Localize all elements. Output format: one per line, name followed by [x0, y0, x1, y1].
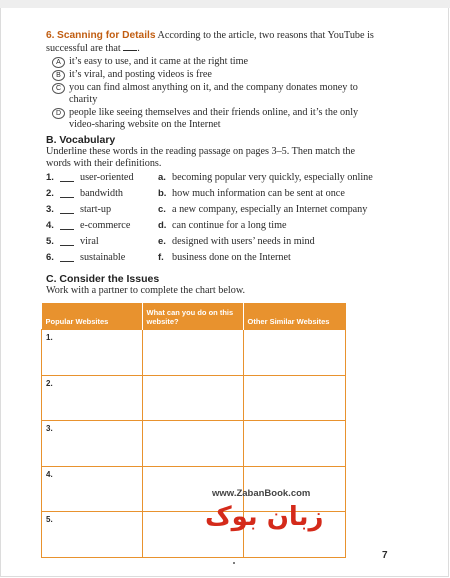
question-6: 6. Scanning for Details According to the article, two reasons that YouTube is successful are that .: [46, 30, 374, 54]
q6-stem-line1: According to the article, two reasons that YouTube is: [157, 30, 374, 41]
option-letter-d: D: [52, 108, 65, 119]
watermark-logo: زبان بوک: [205, 502, 324, 532]
q6-options: [52, 56, 382, 132]
definition-letter: a.: [158, 172, 166, 183]
vocab-number: 6.: [46, 252, 54, 263]
vocab-answer-line[interactable]: [60, 236, 74, 246]
row-number-cell[interactable]: 5.: [42, 512, 143, 558]
vocab-word: bandwidth: [80, 188, 124, 199]
vocab-row: [46, 220, 376, 236]
answer-blank: [123, 42, 137, 51]
vocab-word: start-up: [80, 204, 112, 215]
row-number-cell[interactable]: 1.: [42, 330, 143, 376]
definition-text: designed with users’ needs in mind: [172, 236, 315, 247]
blank-cell[interactable]: [142, 421, 243, 467]
table-row: [42, 375, 346, 421]
vocab-answer-line[interactable]: [60, 172, 74, 182]
vocab-answer-line[interactable]: [60, 252, 74, 262]
top-strip: [0, 0, 450, 8]
option-d[interactable]: [52, 107, 382, 131]
blank-cell[interactable]: [243, 330, 346, 376]
vocabulary-heading: B. Vocabulary: [46, 134, 116, 146]
table-row: [42, 421, 346, 467]
table-row: [42, 330, 346, 376]
vocab-number: 4.: [46, 220, 54, 231]
blank-cell[interactable]: [243, 375, 346, 421]
option-text-d: people like seeing themselves and their friends online, and it’s the only video-sharing website on the Internet: [69, 107, 359, 130]
page-number: 7: [382, 550, 388, 561]
vocab-number: 2.: [46, 188, 54, 199]
vocab-row: [46, 236, 376, 252]
vocab-word: user-oriented: [80, 172, 134, 183]
option-b[interactable]: [52, 69, 382, 81]
vocab-answer-line[interactable]: [60, 204, 74, 214]
blank-cell[interactable]: [243, 421, 346, 467]
vocab-number: 5.: [46, 236, 54, 247]
option-letter-b: B: [52, 70, 65, 81]
vocab-row: [46, 252, 376, 268]
issues-instruction: Work with a partner to complete the chart below.: [46, 285, 246, 296]
definition-letter: e.: [158, 236, 166, 247]
definition-text: becoming popular very quickly, especially online: [172, 172, 373, 183]
vocab-answer-line[interactable]: [60, 188, 74, 198]
vocab-answer-line[interactable]: [60, 220, 74, 230]
row-number-cell[interactable]: 4.: [42, 466, 143, 512]
vocabulary-list: [46, 172, 376, 268]
vocab-number: 3.: [46, 204, 54, 215]
issues-heading: C. Consider the Issues: [46, 273, 160, 285]
row-number-cell[interactable]: 3.: [42, 421, 143, 467]
option-text-b: it’s viral, and posting videos is free: [69, 69, 212, 80]
column-header-what-can-you-do: What can you do on this website?: [142, 303, 243, 330]
vocab-word: sustainable: [80, 252, 126, 263]
definition-text: can continue for a long time: [172, 220, 287, 231]
row-number-cell[interactable]: 2.: [42, 375, 143, 421]
option-letter-a: A: [52, 57, 65, 68]
definition-letter: d.: [158, 220, 167, 231]
vocab-word: e-commerce: [80, 220, 131, 231]
vocab-row: [46, 204, 376, 220]
definition-text: business done on the Internet: [172, 252, 291, 263]
watermark-url: www.ZabanBook.com: [212, 488, 311, 499]
option-text-c: you can find almost anything on it, and the company donates money to charity: [69, 82, 358, 105]
q6-stem-line2: successful are that: [46, 43, 121, 54]
option-text-a: it’s easy to use, and it came at the right time: [69, 56, 249, 67]
vocabulary-instruction: Underline these words in the reading passage on pages 3–5. Then match the words with their definitions.: [46, 146, 356, 169]
option-letter-c: C: [52, 83, 65, 94]
chart-header-row: [42, 303, 346, 330]
definition-letter: b.: [158, 188, 167, 199]
definition-text: how much information can be sent at once: [172, 188, 345, 199]
definition-text: a new company, especially an Internet company: [172, 204, 368, 215]
vocab-row: [46, 188, 376, 204]
option-c[interactable]: [52, 82, 382, 106]
blank-cell[interactable]: [142, 330, 243, 376]
column-header-similar: Other Similar Websites: [243, 303, 346, 330]
definition-letter: c.: [158, 204, 166, 215]
vocab-row: [46, 172, 376, 188]
option-a[interactable]: [52, 56, 382, 68]
column-header-popular: Popular Websites: [42, 303, 143, 330]
q6-number: 6.: [46, 30, 55, 41]
page-dot: [233, 562, 235, 564]
definition-letter: f.: [158, 252, 164, 263]
blank-cell[interactable]: [142, 375, 243, 421]
vocab-number: 1.: [46, 172, 54, 183]
q6-title: Scanning for Details: [57, 30, 156, 41]
vocab-word: viral: [80, 236, 99, 247]
